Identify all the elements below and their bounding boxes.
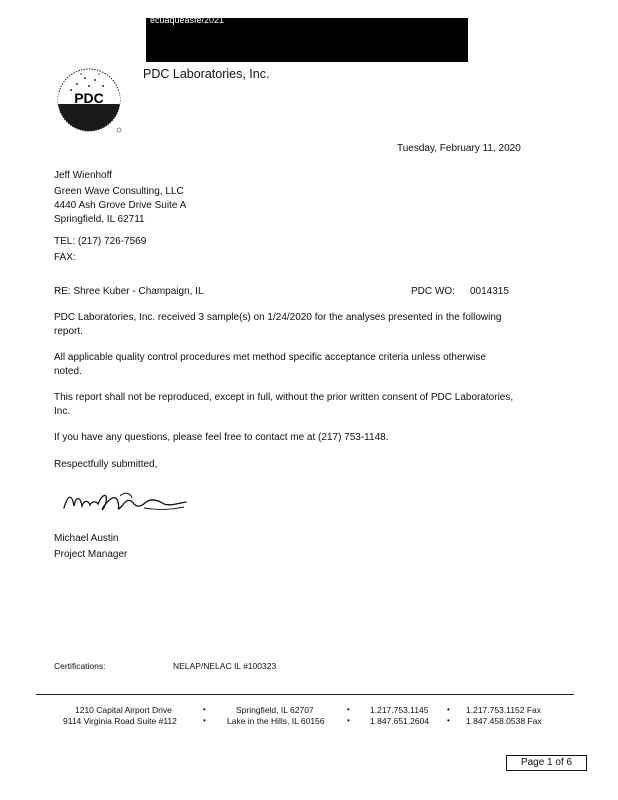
footer-fax-2: 1.847.458.0538 Fax (466, 716, 542, 726)
certifications-label: Certifications: (54, 661, 106, 671)
closing: Respectfully submitted, (54, 459, 158, 470)
footer-separator: • (447, 716, 450, 725)
footer-address-1: 1210 Capital Airport Drive (75, 705, 172, 715)
certifications-value: NELAP/NELAC IL #100323 (173, 661, 277, 671)
signer-title: Project Manager (54, 549, 128, 560)
letter-date: Tuesday, February 11, 2020 (397, 143, 521, 154)
wo-label: PDC WO: (411, 286, 455, 297)
body-paragraph-2: All applicable quality control procedures met method specific acceptance criteria unless otherwise noted. (54, 352, 486, 377)
footer-city-1: Springfield, IL 62707 (236, 705, 314, 715)
company-name: PDC Laboratories, Inc. (143, 67, 270, 81)
footer-separator: • (203, 716, 206, 725)
footer-divider (36, 694, 574, 695)
logo-lettering: PDC (74, 90, 104, 106)
wo-number: 0014315 (470, 286, 509, 297)
footer-phone-2: 1.847.651.2604 (370, 716, 430, 726)
body-paragraph-3: This report shall not be reproduced, except in full, without the prior written consent of PDC Laboratories, Inc. (54, 392, 514, 417)
signer-name: Michael Austin (54, 533, 119, 544)
footer-separator: • (347, 705, 350, 714)
recipient-address1: 4440 Ash Grove Drive Suite A (54, 200, 187, 211)
signature-image (60, 488, 192, 518)
body-paragraph-1: PDC Laboratories, Inc. received 3 sample(s) on 1/24/2020 for the analyses presented in the following report. (54, 312, 502, 337)
footer-separator: • (203, 705, 206, 714)
footer-separator: • (447, 705, 450, 714)
redaction-overlay-text: ecuaqueasfe/2021 (150, 15, 225, 25)
recipient-tel: TEL: (217) 726-7569 (54, 236, 147, 247)
recipient-name: Jeff Wienhoff (54, 170, 112, 181)
body-paragraph-4: If you have any questions, please feel free to contact me at (217) 753-1148. (54, 432, 389, 443)
footer-fax-1: 1.217.753.1152 Fax (466, 705, 541, 715)
recipient-address2: Springfield, IL 62711 (54, 214, 145, 225)
footer-phone-1: 1.217.753.1145 (370, 705, 429, 715)
page-indicator: Page 1 of 6 (506, 755, 587, 771)
re-subject: RE: Shree Kuber - Champaign, IL (54, 286, 204, 297)
footer-city-2: Lake in the Hills, IL 60156 (227, 716, 325, 726)
recipient-fax: FAX: (54, 252, 76, 263)
recipient-company: Green Wave Consulting, LLC (54, 186, 184, 197)
footer-separator: • (347, 716, 350, 725)
footer-address-2: 9114 Virginia Road Suite #112 (63, 716, 177, 726)
pdc-logo-icon (55, 66, 125, 136)
